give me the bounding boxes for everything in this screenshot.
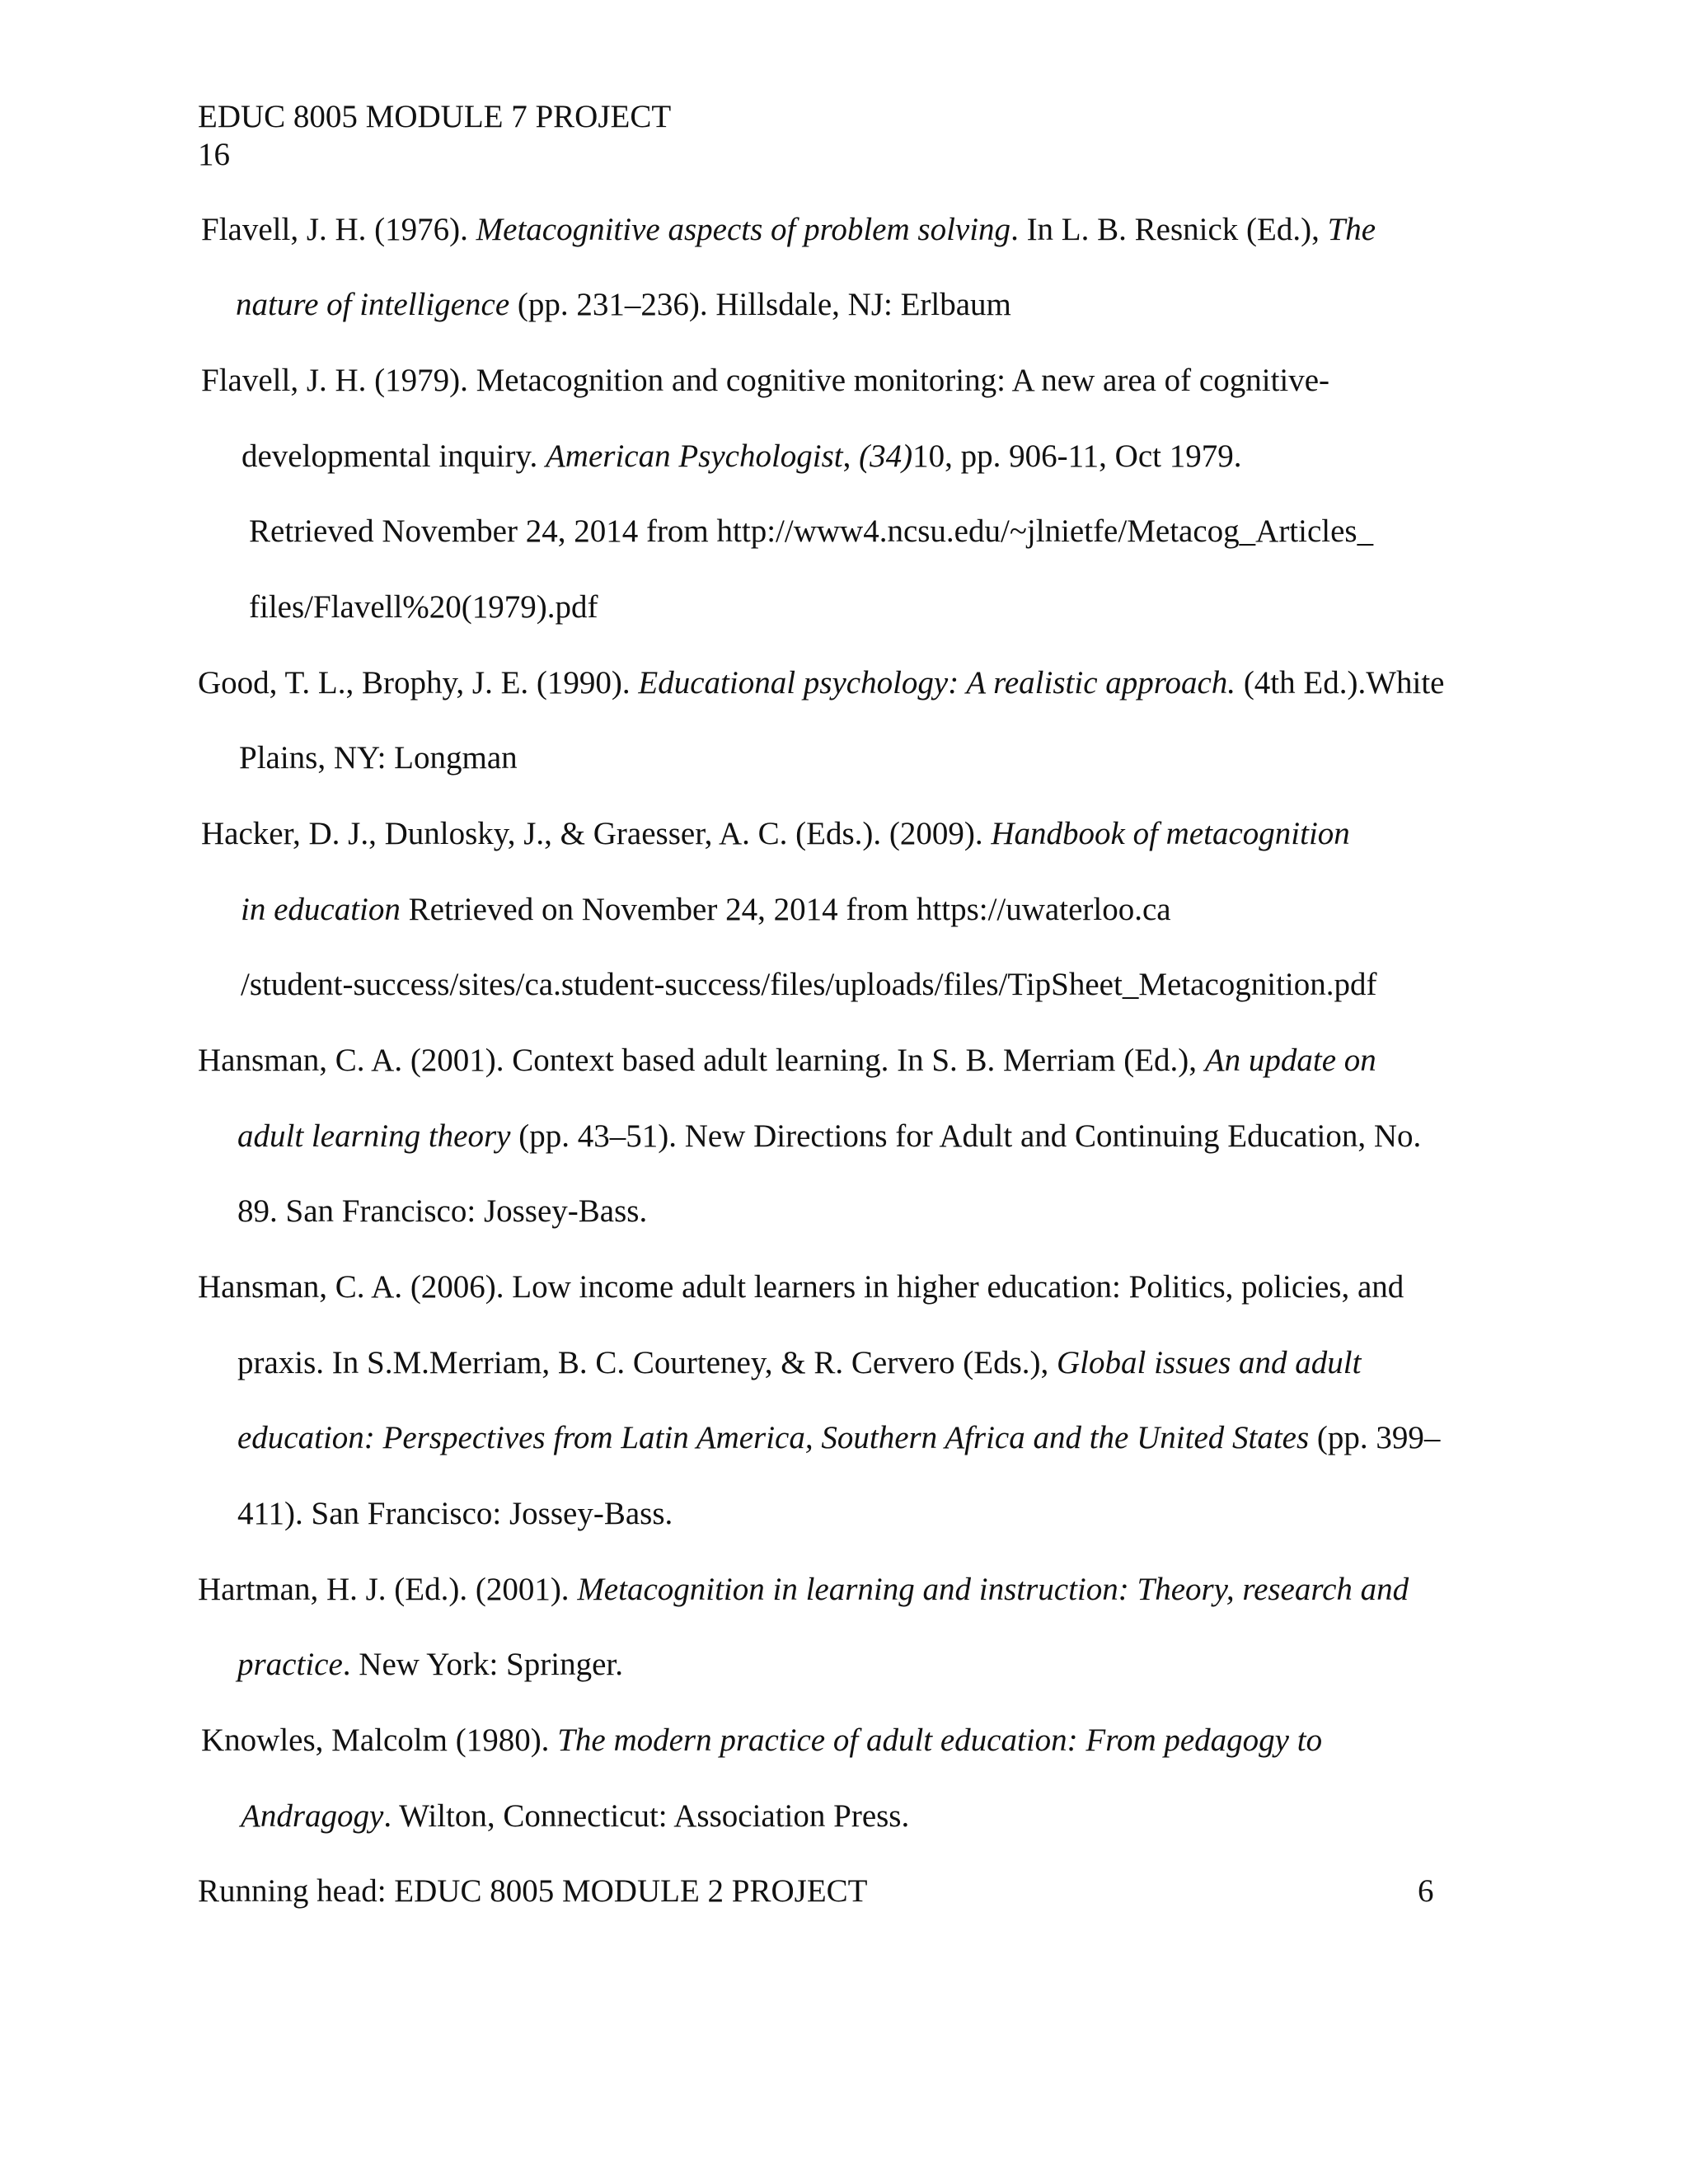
reference-title: Metacognition in learning and instruction: Theory, research and (577, 1572, 1409, 1607)
reference-title: practice (237, 1647, 343, 1682)
reference-line (201, 210, 1376, 250)
reference-title: Andragogy (241, 1798, 384, 1834)
reference-line (237, 1192, 647, 1231)
reference-text: Retrieved on November 24, 2014 from https://uwaterloo.ca (400, 892, 1171, 927)
reference-text: 89. San Francisco: Jossey-Bass. (237, 1193, 648, 1229)
reference-title: Handbook of metacognition (991, 816, 1350, 851)
reference-line (237, 1645, 623, 1685)
reference-text: Hansman, C. A. (2001). Context based adult learning. In S. B. Merriam (Ed.), (198, 1043, 1205, 1078)
reference-text: praxis. In S.M.Merriam, B. C. Courteney, & R. Cervero (Eds.), (237, 1345, 1057, 1380)
reference-title: An update on (1204, 1043, 1376, 1078)
reference-line (241, 890, 1171, 930)
reference-line (241, 965, 1377, 1005)
reference-volume: (34) (859, 438, 913, 474)
reference-line (198, 1570, 1409, 1610)
reference-title: adult learning theory (237, 1118, 511, 1154)
running-head: Running head: EDUC 8005 MODULE 2 PROJECT (198, 1873, 868, 1909)
header-page-number: 16 (198, 137, 230, 172)
reference-text: Knowles, Malcolm (1980). (201, 1722, 558, 1758)
reference-text: . Wilton, Connecticut: Association Press. (383, 1798, 910, 1834)
reference-text: . In L. B. Resnick (Ed.), (1010, 212, 1328, 247)
reference-title: The modern practice of adult education: From pedagogy to (557, 1722, 1323, 1758)
reference-text: Hacker, D. J., Dunlosky, J., & Graesser, A. C. (Eds.). (2009). (201, 816, 992, 851)
reference-line (198, 1041, 1376, 1080)
reference-line (201, 361, 1329, 401)
reference-line (237, 1494, 673, 1534)
reference-text: Flavell, J. H. (1976). (201, 212, 476, 247)
reference-line (237, 1418, 1440, 1458)
reference-line (237, 1117, 1421, 1156)
reference-title: education: Perspectives from Latin America, Southern Africa and the United States (237, 1420, 1310, 1455)
reference-title: The (1327, 212, 1376, 247)
reference-text: Good, T. L., Brophy, J. E. (1990). (198, 665, 639, 701)
reference-line (201, 1721, 1322, 1760)
reference-line (236, 285, 1011, 325)
reference-text: Plains, NY: Longman (239, 740, 518, 776)
reference-text: Flavell, J. H. (1979). Metacognition and cognitive monitoring: A new area of cognitive- (201, 363, 1330, 398)
reference-text: Hansman, C. A. (2006). Low income adult learners in higher education: Politics, policies, and (198, 1269, 1404, 1305)
reference-text: Hartman, H. J. (Ed.). (2001). (198, 1572, 578, 1607)
reference-title: Metacognitive aspects of problem solving (476, 212, 1011, 247)
reference-url: /student-success/sites/ca.student-success/files/uploads/files/TipSheet_Metacognition.pdf (241, 967, 1377, 1002)
reference-line (241, 437, 1242, 476)
reference-text: 10, pp. 906-11, Oct 1979. (912, 438, 1242, 474)
reference-text: (4th Ed.).White (1236, 665, 1445, 701)
reference-text: developmental inquiry. (241, 438, 546, 474)
reference-line (198, 1268, 1404, 1307)
reference-line (198, 663, 1445, 703)
reference-title: nature of intelligence (236, 287, 510, 322)
reference-title: Global issues and adult (1057, 1345, 1362, 1380)
reference-text: , (842, 438, 860, 474)
reference-text: . New York: Springer. (342, 1647, 623, 1682)
reference-title: American Psychologist (545, 438, 843, 474)
reference-line (241, 1797, 909, 1836)
reference-line (237, 1343, 1361, 1383)
header-title: EDUC 8005 MODULE 7 PROJECT (198, 99, 672, 134)
reference-line (249, 588, 598, 627)
reference-line (249, 512, 1373, 551)
reference-text: (pp. 399– (1309, 1420, 1441, 1455)
reference-url: Retrieved November 24, 2014 from http://www4.ncsu.edu/~jlnietfe/Metacog_Articles_ (249, 513, 1374, 549)
reference-line (239, 738, 518, 778)
reference-title: in education (241, 892, 401, 927)
reference-url: files/Flavell%20(1979).pdf (249, 589, 598, 625)
footer-page-number: 6 (1418, 1873, 1434, 1909)
reference-title: Educational psychology: A realistic approach. (638, 665, 1236, 701)
reference-text: 411). San Francisco: Jossey-Bass. (237, 1496, 673, 1531)
reference-text: (pp. 43–51). New Directions for Adult and Continuing Education, No. (510, 1118, 1422, 1154)
reference-line (201, 814, 1350, 854)
reference-text: (pp. 231–236). Hillsdale, NJ: Erlbaum (509, 287, 1011, 322)
